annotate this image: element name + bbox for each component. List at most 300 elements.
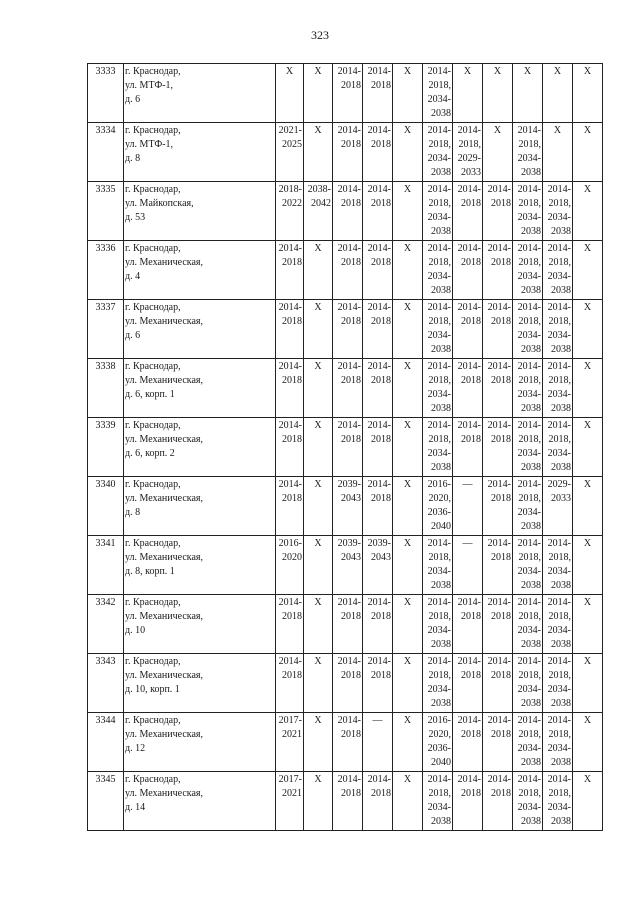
period-value: 2018, [428,552,451,563]
period-value: 2014- [547,420,571,431]
period-cell [276,595,304,654]
row-number: 3344 [95,715,116,726]
address-line: г. Краснодар, [125,243,181,254]
period-cell [543,300,573,359]
table-row [88,654,603,713]
period-cell [423,241,453,300]
period-value: 2014- [278,302,302,313]
period-value: Х [314,538,322,549]
period-cell [543,359,573,418]
row-number: 3340 [95,479,116,490]
period-cell [304,182,333,241]
period-value: Х [314,66,322,77]
period-value: 2040 [431,521,451,532]
period-cell [363,241,393,300]
period-value: 2022 [282,198,302,209]
period-value: 2018, [518,434,541,445]
period-value: 2018, [428,198,451,209]
period-value: 2018, [548,729,571,740]
period-value: Х [583,656,592,667]
period-value: 2043 [341,493,361,504]
period-value: 2014- [547,302,571,313]
row-number-cell [88,595,124,654]
period-value: 2034- [517,625,541,636]
period-value: 2038 [431,403,451,414]
address-line: д. 10 [125,625,146,636]
period-value: 2018 [461,434,481,445]
period-value: 2018, [428,670,451,681]
period-value: 2018, [428,788,451,799]
period-cell [423,359,453,418]
period-value: 2018 [371,316,391,327]
period-value: Х [493,66,502,77]
period-cell [363,713,393,772]
address-line: д. 12 [125,743,146,754]
period-cell [423,713,453,772]
period-value: 2018 [371,139,391,150]
period-value: Х [403,420,412,431]
period-value: 2038 [431,698,451,709]
address-cell [124,300,276,359]
row-number: 3333 [95,66,116,77]
period-value: 2014- [278,243,302,254]
period-value: 2014- [517,597,541,608]
period-cell [483,536,513,595]
period-cell [423,300,453,359]
period-value: 2014- [337,66,361,77]
row-number-cell [88,536,124,595]
period-value: 2014- [367,361,391,372]
period-value: 2014- [457,302,481,313]
period-cell [483,300,513,359]
period-value: 2014- [427,774,451,785]
period-value: 2014- [427,420,451,431]
period-value: Х [583,597,592,608]
period-value: 2014- [278,597,302,608]
period-cell [423,418,453,477]
period-value: 2038 [521,285,541,296]
period-cell [393,477,423,536]
period-value: 2034- [517,802,541,813]
period-cell [573,536,603,595]
period-cell [573,713,603,772]
address-cell [124,182,276,241]
address-line: д. 4 [125,271,141,282]
address-line: д. 6, корп. 1 [125,389,175,400]
address-line: д. 10, корп. 1 [125,684,180,695]
table-row [88,359,603,418]
period-value: 2014- [367,302,391,313]
period-value: 2018 [371,611,391,622]
period-value: 2014- [457,184,481,195]
period-value: 2014- [367,774,391,785]
period-value: 2018 [491,316,511,327]
row-number-cell [88,418,124,477]
period-cell [304,123,333,182]
period-value: Х [463,66,472,77]
address-line: г. Краснодар, [125,656,181,667]
period-value: 2018 [282,493,302,504]
period-value: 2034- [517,271,541,282]
period-value: 2014- [278,420,302,431]
period-cell [423,477,453,536]
period-cell [513,182,543,241]
period-value: Х [285,66,294,77]
period-value: Х [583,243,592,254]
period-value: 2034- [547,625,571,636]
period-value: 2014- [367,420,391,431]
period-value: 2014- [367,243,391,254]
period-value: Х [314,361,322,372]
period-cell [304,536,333,595]
period-value: 2018, [548,611,571,622]
period-value: 2014- [457,774,481,785]
period-cell [573,772,603,831]
period-value: 2038 [431,344,451,355]
period-cell [483,595,513,654]
period-cell [483,772,513,831]
period-cell [333,536,363,595]
period-value: 2014- [337,774,361,785]
period-cell [333,713,363,772]
period-cell [573,595,603,654]
period-value: 2014- [517,774,541,785]
period-value: 2036- [427,743,451,754]
period-cell [573,64,603,123]
period-value: 2016- [278,538,302,549]
period-value: 2018 [371,198,391,209]
address-cell [124,477,276,536]
period-value: 2014- [517,538,541,549]
address-line: ул. Майкопская, [125,198,194,209]
address-line: ул. Механическая, [125,316,204,327]
period-value: 2014- [427,538,451,549]
period-value: — [462,479,473,490]
period-value: Х [403,361,412,372]
address-line: г. Краснодар, [125,538,181,549]
period-value: 2038 [551,344,571,355]
address-line: г. Краснодар, [125,302,181,313]
period-value: 2038 [521,639,541,650]
period-value: Х [314,125,322,136]
period-cell [453,241,483,300]
row-number: 3345 [95,774,116,785]
period-cell [363,654,393,713]
period-value: 2014- [337,184,361,195]
address-line: г. Краснодар, [125,361,181,372]
period-value: 2018 [371,80,391,91]
period-cell [423,595,453,654]
period-value: Х [314,656,322,667]
period-value: 2018, [518,788,541,799]
period-value: Х [583,361,592,372]
period-value: 2018, [518,729,541,740]
period-value: 2034- [547,448,571,459]
period-cell [304,64,333,123]
period-cell [363,418,393,477]
row-number-cell [88,182,124,241]
period-cell [363,477,393,536]
address-line: г. Краснодар, [125,774,181,785]
address-line: ул. МТФ-1, [125,80,174,91]
period-value: Х [553,125,562,136]
address-line: ул. Механическая, [125,670,204,681]
period-value: 2014- [487,184,511,195]
period-cell [276,654,304,713]
period-cell [483,64,513,123]
row-number: 3334 [95,125,116,136]
period-value: 2043 [371,552,391,563]
period-cell [393,182,423,241]
period-value: 2018, [518,375,541,386]
period-cell [543,418,573,477]
period-value: 2014- [547,361,571,372]
row-number: 3337 [95,302,116,313]
address-line: д. 8 [125,153,141,164]
address-line: ул. Механическая, [125,493,204,504]
period-cell [573,654,603,713]
period-cell [393,713,423,772]
address-line: ул. МТФ-1, [125,139,174,150]
period-value: 2014- [517,656,541,667]
period-cell [423,536,453,595]
period-cell [276,182,304,241]
row-number-cell [88,64,124,123]
table-row [88,477,603,536]
table-row [88,241,603,300]
address-cell [124,713,276,772]
period-value: — [462,538,473,549]
period-value: 2038 [551,698,571,709]
row-number: 3343 [95,656,116,667]
period-cell [393,241,423,300]
period-value: 2018 [491,552,511,563]
period-value: 2034- [547,566,571,577]
period-value: 2018 [371,257,391,268]
period-cell [483,241,513,300]
table-row [88,182,603,241]
period-cell [483,359,513,418]
period-cell [573,359,603,418]
period-value: 2014- [427,597,451,608]
period-cell [543,654,573,713]
period-value: 2038 [431,816,451,827]
period-value: 2018 [461,729,481,740]
period-value: 2014- [457,597,481,608]
period-cell [513,477,543,536]
period-value: 2021 [282,729,302,740]
period-value: 2034- [547,684,571,695]
period-value: 2014- [278,361,302,372]
period-value: Х [314,243,322,254]
period-value: 2034- [517,212,541,223]
period-value: 2014- [367,184,391,195]
period-value: 2034- [427,684,451,695]
period-value: 2014- [337,715,361,726]
period-value: 2014- [487,302,511,313]
period-value: 2020, [428,729,451,740]
period-value: 2018, [518,611,541,622]
address-line: д. 6 [125,94,141,105]
table-row [88,123,603,182]
period-cell [453,182,483,241]
address-line: г. Краснодар, [125,597,181,608]
period-value: 2038 [431,580,451,591]
period-cell [363,772,393,831]
period-value: 2021 [282,788,302,799]
period-value: 2014- [367,66,391,77]
period-cell [453,654,483,713]
period-value: 2014- [547,538,571,549]
period-value: 2018 [461,375,481,386]
period-value: 2034- [427,389,451,400]
period-cell [333,64,363,123]
period-value: Х [583,125,592,136]
row-number-cell [88,241,124,300]
period-value: 2014- [457,361,481,372]
period-cell [393,64,423,123]
period-cell [573,241,603,300]
period-value: 2018 [341,434,361,445]
period-cell [453,64,483,123]
period-value: 2014- [337,302,361,313]
period-value: 2042 [311,198,331,209]
row-number-cell [88,123,124,182]
period-cell [573,123,603,182]
table-row [88,418,603,477]
period-value: 2038 [521,757,541,768]
period-cell [304,241,333,300]
period-value: 2018, [548,670,571,681]
period-value: 2014- [427,184,451,195]
period-value: Х [493,125,502,136]
period-cell [276,300,304,359]
period-cell [276,536,304,595]
address-line: ул. Механическая, [125,611,204,622]
period-value: 2014- [517,479,541,490]
address-cell [124,595,276,654]
period-cell [483,713,513,772]
address-line: г. Краснодар, [125,479,181,490]
address-cell [124,418,276,477]
period-value: 2018 [341,316,361,327]
period-value: 2038 [431,462,451,473]
period-value: 2020, [428,493,451,504]
address-cell [124,123,276,182]
period-cell [333,359,363,418]
period-cell [543,123,573,182]
period-value: Х [403,538,412,549]
period-value: 2034- [517,743,541,754]
period-cell [573,477,603,536]
period-value: 2014- [367,479,391,490]
period-cell [513,418,543,477]
period-value: 2043 [341,552,361,563]
period-cell [543,64,573,123]
period-value: 2014- [547,597,571,608]
period-cell [513,654,543,713]
period-value: 2014- [547,184,571,195]
period-value: Х [314,302,322,313]
period-cell [393,418,423,477]
address-line: д. 8, корп. 1 [125,566,175,577]
period-value: 2038 [521,580,541,591]
period-cell [513,64,543,123]
period-cell [393,654,423,713]
period-cell [333,123,363,182]
period-value: Х [403,66,412,77]
row-number-cell [88,477,124,536]
period-value: 2034- [427,153,451,164]
period-cell [423,64,453,123]
period-value: Х [314,420,322,431]
row-number-cell [88,713,124,772]
period-value: 2038 [551,285,571,296]
period-cell [276,713,304,772]
period-value: 2020 [282,552,302,563]
period-value: 2034- [517,448,541,459]
period-value: Х [583,302,592,313]
period-cell [453,418,483,477]
period-value: 2018 [371,493,391,504]
period-cell [333,477,363,536]
period-cell [276,64,304,123]
period-cell [363,64,393,123]
table-body [88,64,603,831]
table-row [88,536,603,595]
period-cell [304,595,333,654]
address-line: ул. Механическая, [125,434,204,445]
period-cell [276,418,304,477]
period-value: 2039- [337,479,361,490]
period-cell [543,182,573,241]
period-value: Х [314,715,322,726]
period-value: 2014- [457,125,481,136]
period-value: 2014- [427,125,451,136]
period-value: Х [583,715,592,726]
period-cell [393,359,423,418]
period-cell [304,772,333,831]
period-value: 2018 [461,198,481,209]
period-value: 2014- [427,66,451,77]
address-line: г. Краснодар, [125,184,181,195]
period-cell [363,123,393,182]
period-cell [513,123,543,182]
period-cell [363,536,393,595]
period-value: 2014- [517,184,541,195]
period-value: 2014- [367,125,391,136]
period-value: 2014- [547,715,571,726]
period-value: 2017- [278,774,302,785]
period-value: 2014- [517,420,541,431]
period-value: 2038 [551,757,571,768]
period-value: 2018 [282,316,302,327]
period-value: 2014- [487,243,511,254]
period-value: 2014- [517,243,541,254]
period-value: 2018 [491,198,511,209]
row-number-cell [88,359,124,418]
period-value: 2034- [517,684,541,695]
period-cell [304,654,333,713]
period-value: 2018 [461,257,481,268]
period-value: 2014- [547,656,571,667]
period-cell [573,418,603,477]
period-value: 2014- [457,243,481,254]
period-cell [276,123,304,182]
period-value: 2014- [337,243,361,254]
period-cell [363,300,393,359]
period-value: 2018 [371,670,391,681]
